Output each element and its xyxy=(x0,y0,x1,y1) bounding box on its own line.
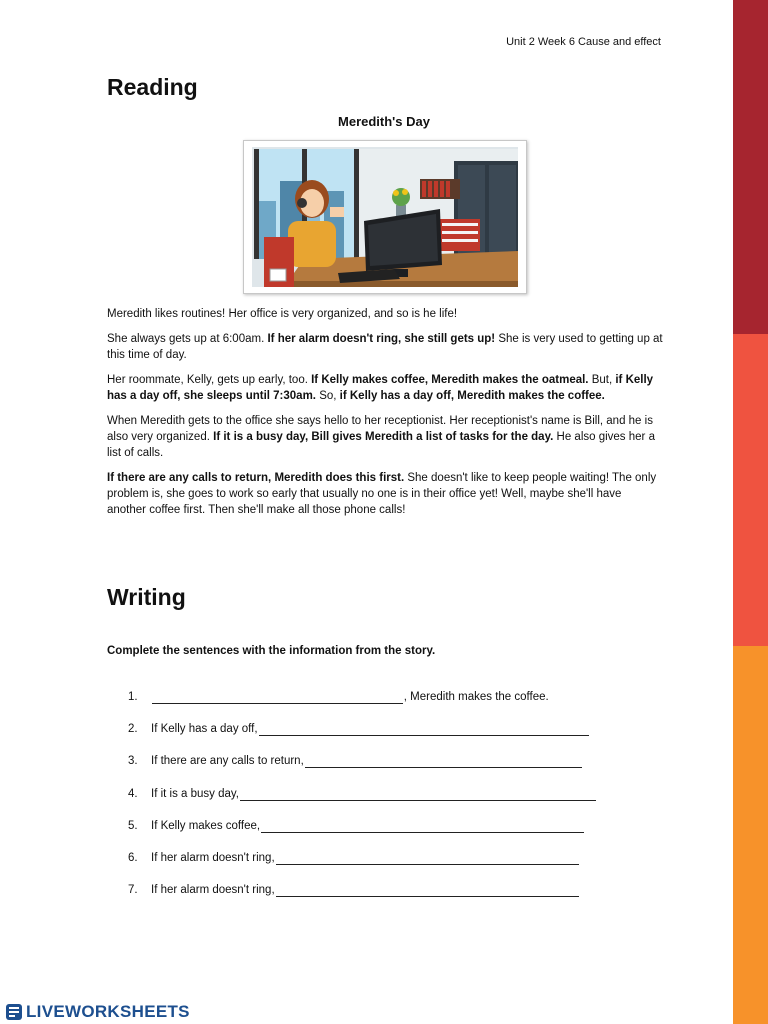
exercise-number: 1. xyxy=(128,691,138,703)
exercise-item xyxy=(128,852,658,884)
story-paragraph xyxy=(107,372,663,404)
exercise-prompt: If Kelly makes coffee, xyxy=(151,819,261,832)
liveworksheets-logo[interactable] xyxy=(5,1000,190,1024)
answer-blank[interactable] xyxy=(259,723,589,736)
answer-blank[interactable] xyxy=(276,884,580,897)
exercise-suffix: , Meredith makes the coffee. xyxy=(403,691,549,703)
story-title: Meredith's Day xyxy=(338,114,430,129)
answer-blank[interactable] xyxy=(240,788,596,801)
sidebar-segment-coral xyxy=(733,334,768,646)
story-run: She is very used to getting up at this time of day. xyxy=(107,333,663,361)
exercise-prompt: If there are any calls to return, xyxy=(151,755,304,768)
office-scene-image xyxy=(244,141,526,293)
answer-blank[interactable] xyxy=(152,691,403,704)
story-bold-run: if Kelly has a day off, Meredith makes the coffee. xyxy=(339,390,605,402)
story-bold-run: If there are any calls to return, Meredith does this first. xyxy=(107,472,405,484)
answer-blank[interactable] xyxy=(261,820,584,833)
story-run: So, xyxy=(316,390,340,402)
story-run: When Meredith gets to the office she says hello to her receptionist. Her receptionist's name is Bill, and he is also very organized. xyxy=(107,415,653,443)
writing-heading: Writing xyxy=(107,584,186,610)
exercise-prompt: If her alarm doesn't ring, xyxy=(151,851,275,864)
exercise-number: 2. xyxy=(128,723,138,736)
liveworksheets-logo-icon xyxy=(5,1003,23,1021)
story-run: Meredith likes routines! Her office is very organized, and so is he life! xyxy=(107,308,458,320)
story-bold-run: If Kelly makes coffee, Meredith makes the oatmeal. xyxy=(311,374,589,386)
story-paragraph xyxy=(107,413,663,461)
unit-header: Unit 2 Week 6 Cause and effect xyxy=(506,36,661,48)
story-text xyxy=(107,306,663,527)
story-run: Her roommate, Kelly, gets up early, too. xyxy=(107,374,312,386)
answer-blank[interactable] xyxy=(305,755,582,768)
story-run: She always gets up at 6:00am. xyxy=(107,333,268,345)
exercise-list xyxy=(128,691,658,916)
exercise-item xyxy=(128,788,658,820)
exercise-number: 7. xyxy=(128,884,138,897)
exercise-prompt: If it is a busy day, xyxy=(151,787,239,800)
logo-text: LIVEWORKSHEETS xyxy=(26,1002,190,1021)
exercise-prompt: If Kelly has a day off, xyxy=(151,723,258,736)
decorative-sidebar xyxy=(733,0,768,1024)
exercise-item xyxy=(128,884,658,916)
exercise-number: 3. xyxy=(128,755,138,768)
story-run: He also gives her a list of calls. xyxy=(107,431,655,459)
sidebar-segment-orange xyxy=(733,646,768,1024)
exercise-item xyxy=(128,755,658,787)
exercise-prompt: If her alarm doesn't ring, xyxy=(151,884,275,897)
story-run: She doesn't like to keep people waiting! The only problem is, she goes to work so early that usually no one is in their office yet! Well, maybe she'll have another coffee first. Then she'll make all those phone calls! xyxy=(107,472,657,516)
reading-heading: Reading xyxy=(107,74,198,100)
story-bold-run: If it is a busy day, Bill gives Meredith a list of tasks for the day. xyxy=(213,431,554,443)
exercise-item xyxy=(128,820,658,852)
story-run: But, xyxy=(588,374,616,386)
exercise-number: 5. xyxy=(128,819,138,832)
answer-blank[interactable] xyxy=(276,852,580,865)
sidebar-segment-red xyxy=(733,0,768,334)
story-paragraph xyxy=(107,306,663,322)
exercise-item xyxy=(128,691,658,723)
exercise-number: 6. xyxy=(128,851,138,864)
office-illustration xyxy=(243,140,527,294)
exercise-item xyxy=(128,723,658,755)
story-paragraph xyxy=(107,470,663,518)
story-bold-run: If her alarm doesn't ring, she still gets up! xyxy=(267,333,496,345)
story-bold-run: if Kelly has a day off, she sleeps until 7:30am. xyxy=(107,374,654,402)
writing-instructions: Complete the sentences with the information from the story. xyxy=(107,645,436,657)
story-paragraph xyxy=(107,331,663,363)
exercise-number: 4. xyxy=(128,787,138,800)
